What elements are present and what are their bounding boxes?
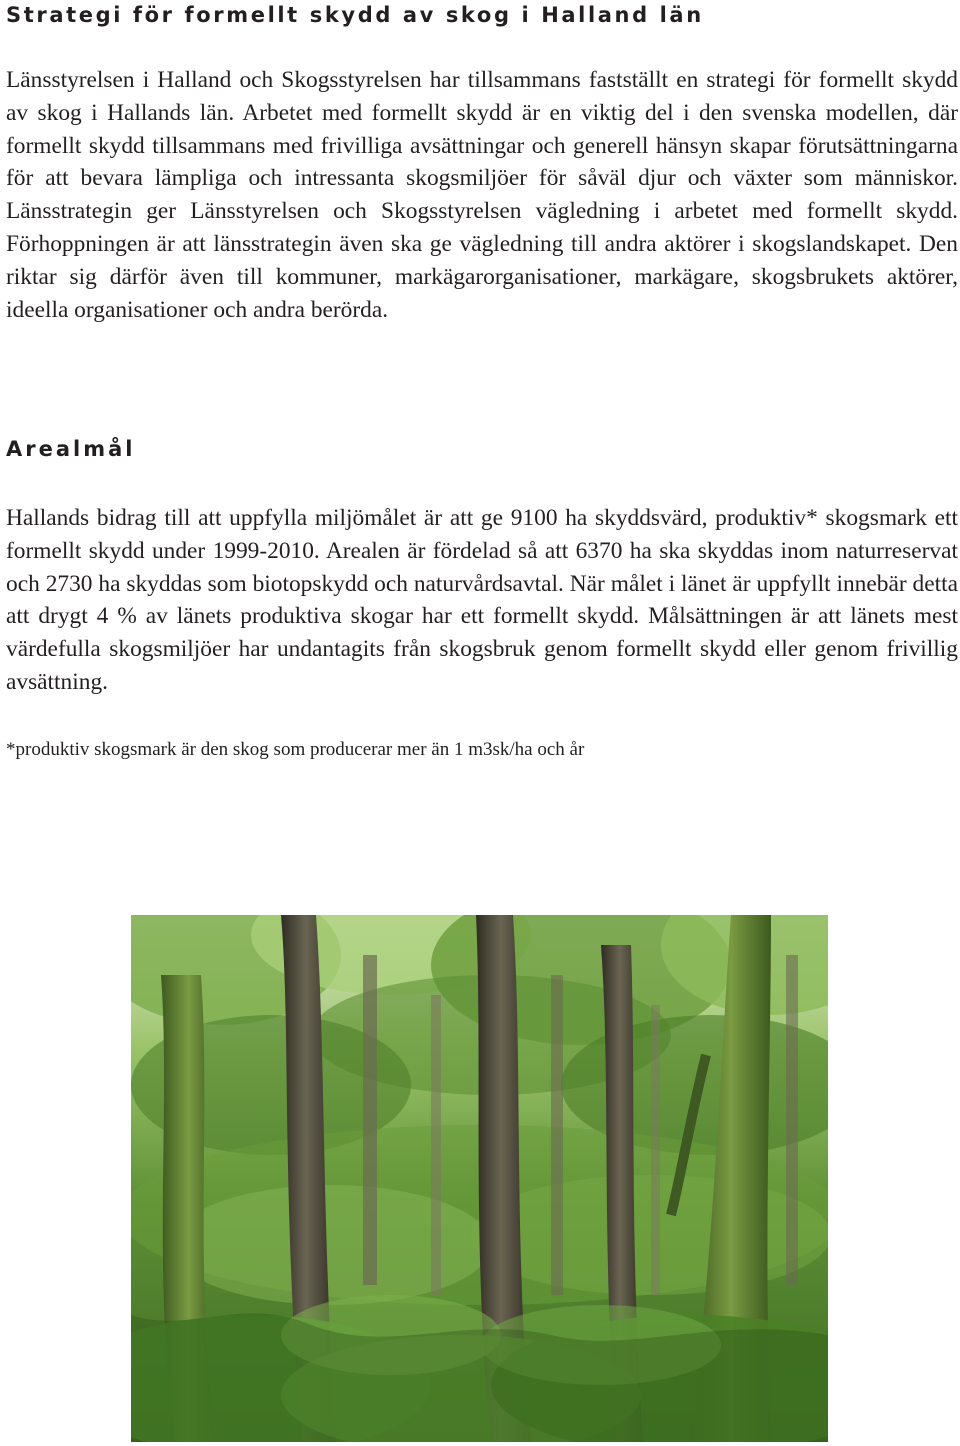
section-heading-area-goal: Arealmål — [6, 437, 136, 461]
section-heading-strategy: Strategi för formellt skydd av skog i Halland län — [6, 3, 704, 27]
footnote: *produktiv skogsmark är den skog som producerar mer än 1 m3sk/ha och år — [6, 739, 585, 760]
forest-photo-illustration — [131, 915, 828, 1442]
forest-photo — [131, 915, 828, 1442]
ground-ferns — [131, 1295, 828, 1442]
paragraph-strategy: Länsstyrelsen i Halland och Skogsstyrelsen har tillsammans fastställt en strategi för formellt skydd av skog i Hallands län. Arbetet med formellt skydd är en viktig del i den svenska modellen, där formellt skydd tillsammans med frivilliga avsättningar och generell hänsyn skapar förutsättningarna för att bevara lämpliga och intressanta skogsmiljöer för såväl djur och växter som människor. Länsstrategin ger Länsstyrelsen och Skogsstyrelsen vägledning i arbetet med formellt skydd. Förhoppningen är att länsstrategin även ska ge vägledning till andra aktörer i skogslandskapet. Den riktar sig därför även till kommuner, markägarorganisationer, markägare, skogsbrukets aktörer, ideella organisationer och andra berörda. — [6, 67, 958, 323]
paragraph-area-goal: Hallands bidrag till att uppfylla miljömålet är att ge 9100 ha skyddsvärd, produktiv* skogsmark ett formellt skydd under 1999-2010. Arealen är fördelad så att 6370 ha ska skyddas inom naturreservat och 2730 ha skyddas som biotopskydd och naturvårdsavtal. När målet i länet är uppfyllt innebär detta att drygt 4 % av länets produktiva skogar har ett formellt skydd. Målsättningen är att länets mest värdefulla skogsmiljöer har undantagits från skogsbruk genom formellt skydd eller genom frivillig avsättning. — [6, 505, 958, 695]
